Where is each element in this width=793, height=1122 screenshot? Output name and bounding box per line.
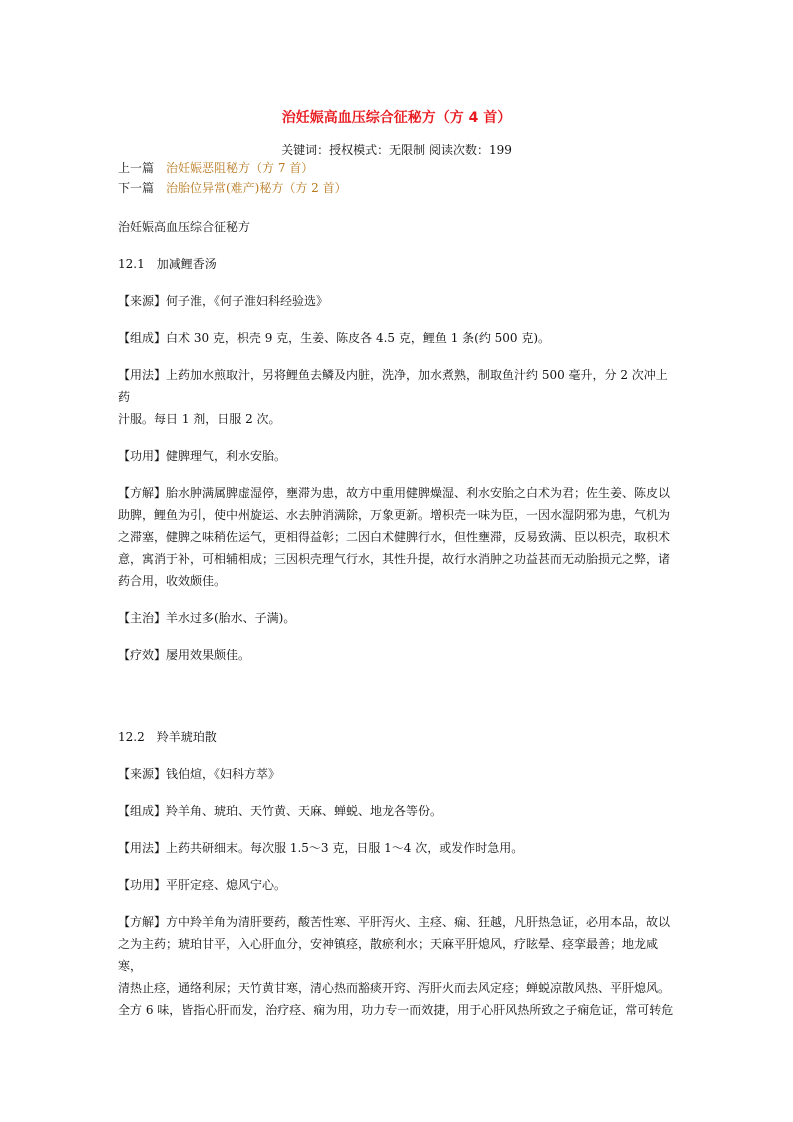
next-article-label: 下一篇 [118,181,155,195]
section1-analysis [118,482,675,592]
section1-indication: 【主治】羊水过多(胎水、子满)。 [118,611,296,625]
next-article-link[interactable]: 治胎位异常(难产)秘方（方 2 首） [166,181,347,195]
prev-article-link[interactable]: 治妊娠恶阻秘方（方 7 首） [166,161,314,175]
section1-composition: 【组成】白术 30 克，枳壳 9 克，生姜、陈皮各 4.5 克，鲤鱼 1 条(约 500 克)。 [118,331,551,345]
section2-usage: 【用法】上药共研细末。每次服 1.5～3 克，日服 1～4 次，或发作时急用。 [118,841,524,855]
document-title: 治妊娠高血压综合征秘方（方 4 首） [281,110,512,126]
analysis-line: 【方解】胎水肿满属脾虚湿停，壅滞为患，故方中重用健脾燥湿、利水安胎之白术为君；佐生姜、陈皮以 [118,486,671,500]
analysis-line: 助脾，鲤鱼为引，使中州旋运、水去肿消满除，万象更新。增枳壳一味为臣，一因水湿阴邪为患，气机为 [118,508,671,522]
section1-heading: 12.1 加减鲤香汤 [118,257,217,271]
intro-text: 治妊娠高血压综合征秘方 [118,220,251,234]
section2-heading: 12.2 羚羊琥珀散 [118,730,217,744]
section1-usage-line-1: 【用法】上药加水煎取汁，另将鲤鱼去鳞及内脏，洗净，加水煮熟，制取鱼汁约 500 毫升，分 2 次冲上药 [118,368,668,404]
section2-source: 【来源】钱伯煊，《妇科方萃》 [118,767,281,781]
section2-function: 【功用】平肝定痉、熄风宁心。 [118,878,287,892]
prev-article-row [118,158,675,178]
section1-source: 【来源】何子淮，《何子淮妇科经验选》 [118,294,329,308]
section2-composition: 【组成】羚羊角、琥珀、天竹黄、天麻、蝉蜕、地龙各等份。 [118,804,443,818]
section1-usage-line-2: 汁服。每日 1 剂，日服 2 次。 [118,412,281,426]
analysis-line: 【方解】方中羚羊角为清肝要药，酸苦性寒、平肝泻火、主痉、痫、狂越，凡肝热急证，必用本品，故以 [118,915,671,929]
article-navigation [118,158,675,198]
analysis-line: 之为主药；琥珀甘平，入心肝血分，安神镇痉，散瘀利水；天麻平肝熄风，疗眩晕、痉挛最善；地龙咸寒， [118,937,659,973]
section1-function: 【功用】健脾理气，利水安胎。 [118,449,287,463]
analysis-line: 意，寓消于补，可相辅相成；三因枳壳理气行水，其性升提，故行水消肿之功益甚而无动胎损元之弊，诸 [118,552,671,566]
section1-efficacy: 【疗效】屡用效果颇佳。 [118,648,251,662]
analysis-line: 之滞塞，健脾之味稍佐运气，更相得益彰；二因白术健脾行水，但性壅滞，反易致满、臣以枳壳，取枳术 [118,530,671,544]
section2-analysis [118,911,675,1021]
prev-article-label: 上一篇 [118,161,155,175]
analysis-line: 药合用，收效颇佳。 [118,574,227,588]
analysis-line: 全方 6 味，皆指心肝而发，治疗痉、痫为用，功力专一而效捷，用于心肝风热所致之子痫危证，常可转危 [118,1003,674,1017]
document-meta: 关键词：授权模式：无限制 阅读次数：199 [281,143,512,157]
next-article-row [118,178,675,198]
document-page [118,100,675,1021]
analysis-line: 清热止痉，通络利尿；天竹黄甘寒，清心热而豁痰开窍、泻肝火而去风定痉；蝉蜕凉散风热、平肝熄风。 [118,981,671,995]
